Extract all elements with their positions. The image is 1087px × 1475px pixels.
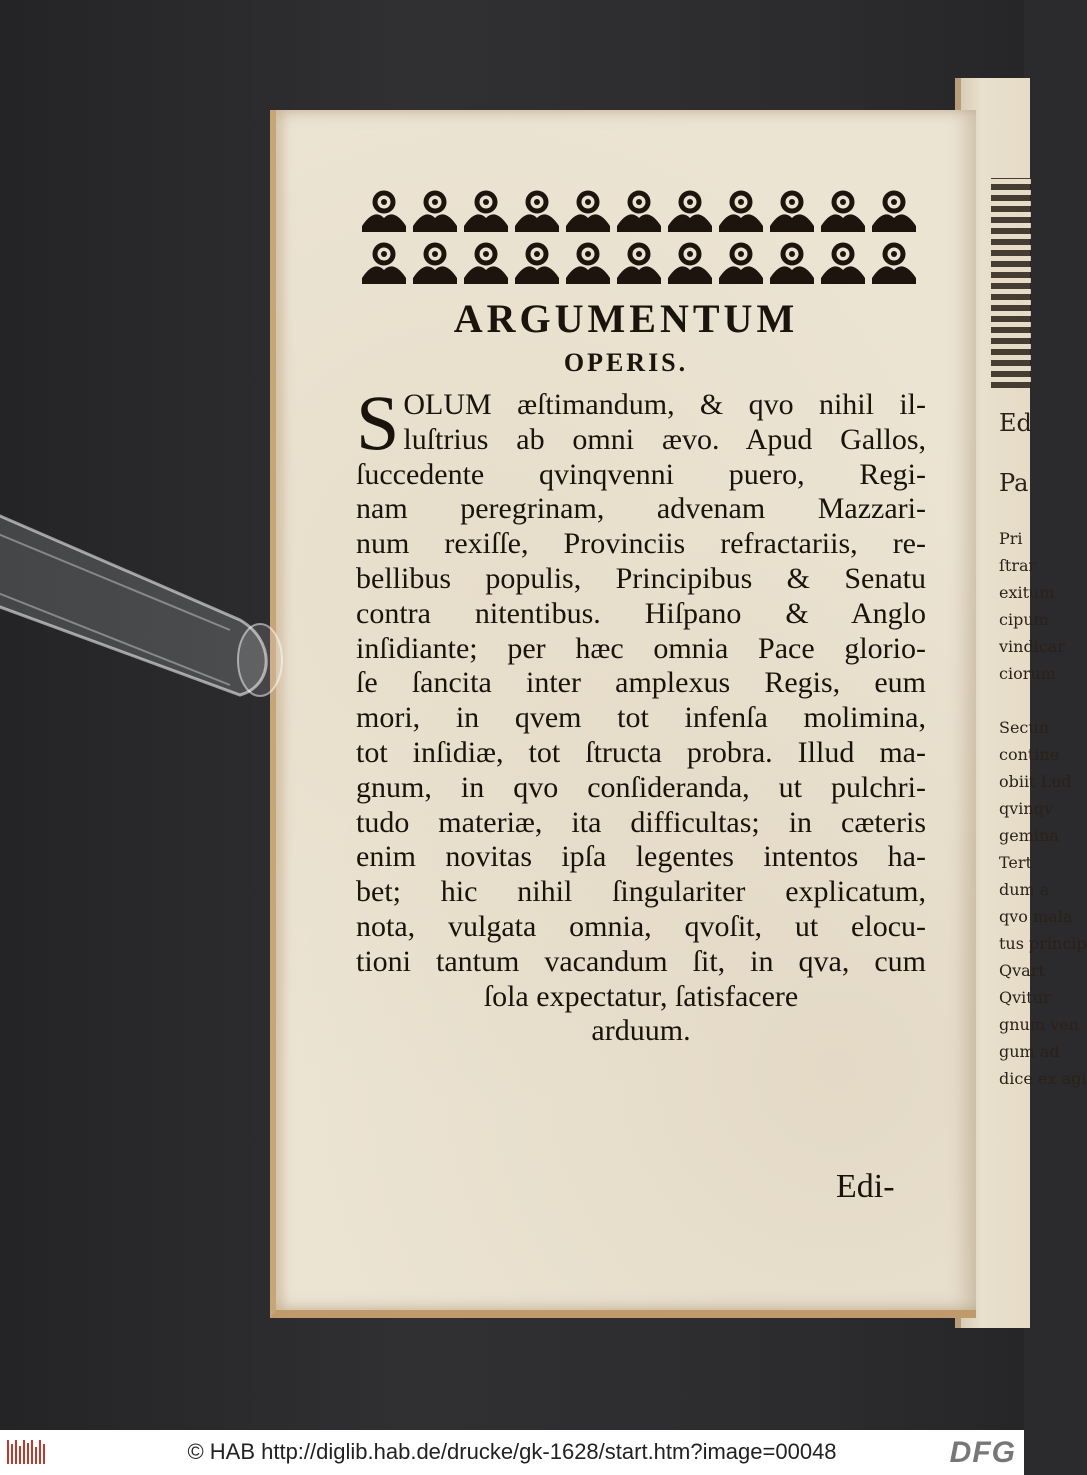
adjacent-page-fragment: Qvitur <box>999 988 1051 1007</box>
body-text <box>356 379 926 1049</box>
adjacent-page-fragment <box>999 498 1039 525</box>
page-subtitle: OPERIS. <box>563 348 689 377</box>
adjacent-page-fragment: Qvart <box>999 961 1045 980</box>
text-line: ſe ſancita inter amplexus Regis, eum <box>356 666 926 700</box>
drop-cap: S <box>356 379 400 466</box>
text-line: mori, in qvem tot infenſa molimina, <box>356 701 926 735</box>
text-line: tioni tantum vacandum ſit, in qva, cum <box>356 944 926 978</box>
adjacent-page-text <box>999 408 1087 1092</box>
closing-line: arduum. <box>591 1014 691 1048</box>
adjacent-page-fragment: obiit Lud <box>999 772 1072 791</box>
text-line: ſuccedente qvinqvenni puero, Regi- <box>356 457 926 491</box>
ornamental-headpiece <box>358 182 920 292</box>
adjacent-page-fragment: qvo mala <box>999 907 1073 926</box>
adjacent-page-fragment: dum a <box>999 880 1050 899</box>
dfg-logo: DFG <box>949 1436 1016 1469</box>
adjacent-page-ornament <box>991 178 1031 388</box>
book-page <box>270 110 976 1318</box>
closing-line: ſola expectatur, ſatisfacere <box>483 979 799 1013</box>
adjacent-page-fragment: cipum <box>999 610 1049 629</box>
adjacent-page-fragment: Ed <box>999 409 1032 437</box>
text-line: contra nitentibus. Hiſpano & Anglo <box>356 596 926 630</box>
adjacent-page-fragment: tus princip <box>999 934 1087 953</box>
footer-bar <box>0 1430 1024 1475</box>
text-line: inſidiante; per hæc omnia Pace glorio- <box>356 631 926 665</box>
adjacent-page-fragment: vindicar <box>999 637 1065 656</box>
adjacent-page-fragment: Tert <box>999 853 1032 872</box>
text-line: OLUM æſtimandum, & qvo nihil il- <box>403 388 926 421</box>
page-title: ARGUMENTUM <box>453 296 799 341</box>
text-lines <box>356 379 926 980</box>
adjacent-page-fragment: dice ex agi <box>999 1069 1087 1088</box>
credit-text: © HAB http://diglib.hab.de/drucke/gk-1628/start.htm?image=00048 <box>187 1439 837 1464</box>
adjacent-page-fragment: Pri <box>999 529 1023 548</box>
adjacent-page-fragment: gum ad <box>999 1042 1060 1061</box>
adjacent-page-fragment: ſtrar <box>999 556 1037 575</box>
text-line: gnum, in qvo conſideranda, ut pulchri- <box>356 770 926 804</box>
text-line: tot inſidiæ, tot ſtructa probra. Illud ma- <box>356 735 926 769</box>
closing-lines <box>356 980 926 1050</box>
text-line: bellibus populis, Principibus & Senatu <box>356 561 926 595</box>
adjacent-page-fragment: ciorum <box>999 664 1056 683</box>
text-line: enim novitas ipſa legentes intentos ha- <box>356 840 926 874</box>
adjacent-page-fragment: contine <box>999 745 1060 764</box>
adjacent-page-fragment: Secun <box>999 718 1049 737</box>
text-line: nota, vulgata omnia, qvoſit, ut elocu- <box>356 909 926 943</box>
adjacent-page-fragment <box>999 438 1039 468</box>
text-line: tudo materiæ, ita difficultas; in cæteris <box>356 805 926 839</box>
catchword: Edi- <box>836 1168 895 1205</box>
adjacent-page-fragment <box>999 687 1039 714</box>
adjacent-page-fragment: exitum <box>999 583 1055 602</box>
adjacent-page-fragment: Pa <box>999 469 1029 497</box>
text-line: nam peregrinam, advenam Mazzari- <box>356 492 926 526</box>
adjacent-page-fragment: gemina <box>999 826 1059 845</box>
text-line: bet; hic nihil ſingulariter explicatum, <box>356 875 926 909</box>
text-line: num rexiſſe, Provinciis refractariis, re- <box>356 527 926 561</box>
adjacent-page-fragment: qvinqv <box>999 799 1053 818</box>
adjacent-page-fragment: gnum ven <box>999 1015 1079 1034</box>
text-line: luſtrius ab omni ævo. Apud Gallos, <box>403 422 926 456</box>
